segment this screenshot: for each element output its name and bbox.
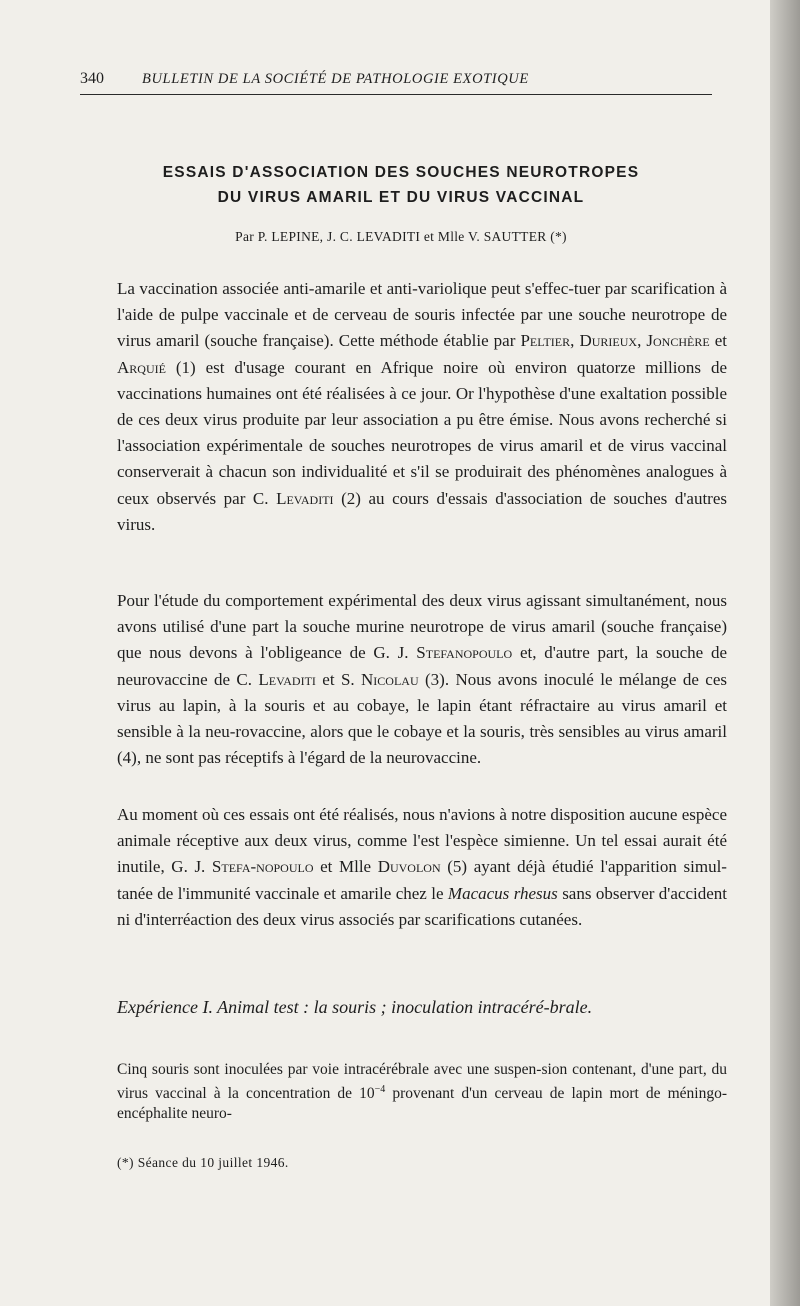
author-name-stefanopoulo: Stefa-nopoulo bbox=[211, 857, 314, 877]
paragraph-1-text-6: (2) au cours d'essais d'association de souches d'autres virus. bbox=[117, 488, 727, 534]
page-number: 340 bbox=[80, 70, 104, 87]
author-name-jonchere: Jonchère bbox=[646, 331, 710, 351]
paragraph-1 bbox=[117, 276, 727, 538]
exponent: −4 bbox=[374, 1084, 386, 1095]
author-name-durieux: Durieux bbox=[579, 331, 638, 351]
paragraph-3-text-1: Au moment où ces essais ont été réalisés, nous n'avions à notre disposition aucune espèce animale réceptive aux deux virus, comme l'est l'espèce simienne. Un tel essai aurait été inutile, G. J. bbox=[117, 805, 727, 877]
author-name-levaditi: Levaditi bbox=[258, 669, 316, 689]
author-name-peltier: Peltier bbox=[520, 331, 571, 351]
paragraph-1-text-1: La vaccination associée anti-amarile et anti-variolique peut s'effec-tuer par scarification à l'aide de pulpe vaccinale et de cerveau de souris infectée par une souche neurotrope de virus amaril (souche française). Cette méthode établie par bbox=[117, 279, 727, 351]
paragraph-3-text-3: (5) ayant déjà étudié l'apparition simul-tanée de l'immunité vaccinale et amarile chez le bbox=[117, 857, 727, 903]
paragraph-2-text-2: et, d'autre part, la souche de neurovaccine de C. bbox=[117, 643, 727, 689]
paragraph-3 bbox=[117, 802, 727, 933]
author-name-nicolau: Nicolau bbox=[361, 669, 419, 689]
species-name: Macacus rhesus bbox=[447, 883, 558, 903]
running-head bbox=[80, 70, 710, 88]
footnote: (*) Séance du 10 juillet 1946. bbox=[117, 1155, 289, 1170]
header-rule bbox=[80, 94, 712, 95]
author-name-stefanopoulo: Stefanopoulo bbox=[416, 643, 513, 663]
paragraph-2-text-4: (3). Nous avons inoculé le mélange de ces virus au lapin, à la souris et au cobaye, le lapin étant réfractaire au virus amaril et sensible à la neu-rovaccine, alors que le cobaye et la souris, très sensibles au virus amaril (4), ne sont pas réceptifs à l'égard de la neurovaccine. bbox=[117, 669, 727, 768]
author-name-arquie: Arquié bbox=[117, 357, 166, 377]
paragraph-2-text-3: et S. bbox=[315, 669, 362, 689]
paragraph-1-text-5: (1) est d'usage courant en Afrique noire où environ quatorze millions de vaccinations humaines ont été réalisées à ce jour. Or l'hypothèse d'une exaltation possible de ces deux virus produite par leur association a pu être émise. Nous avons recherché si l'association expérimentale de souches neurotropes de virus amaril et de virus vaccinal conserverait à chacun son individualité et s'il se produirait des phénomènes analogues à ceux observés par C. bbox=[117, 357, 727, 508]
article-title bbox=[96, 160, 706, 210]
running-title: BULLETIN DE LA SOCIÉTÉ DE PATHOLOGIE EXOTIQUE bbox=[142, 71, 529, 87]
page-edge-shadow bbox=[770, 0, 800, 1306]
title-line-1: ESSAIS D'ASSOCIATION DES SOUCHES NEUROTROPES bbox=[162, 164, 640, 181]
author-name-levaditi: Levaditi bbox=[276, 488, 334, 508]
section-heading: Expérience I. Animal test : la souris ; inoculation intracéré-brale. bbox=[117, 997, 593, 1017]
paragraph-4 bbox=[117, 1060, 727, 1124]
paragraph-4-text-2: provenant d'un cerveau de lapin mort de méningo-encéphalite neuro- bbox=[117, 1085, 727, 1123]
paragraph-1-text-4: et bbox=[709, 331, 728, 351]
paragraph-1-text-3: , bbox=[637, 331, 647, 351]
author-name-duvolon: Duvolon bbox=[377, 857, 441, 877]
title-line-2: DU VIRUS AMARIL ET DU VIRUS VACCINAL bbox=[217, 189, 585, 206]
paragraph-3-text-4: sans observer d'accident ni d'interréaction des deux virus associés par scarifications cutanées. bbox=[117, 883, 727, 929]
paragraph-3-text-2: et Mlle bbox=[313, 857, 378, 877]
paragraph-2 bbox=[117, 588, 727, 771]
paragraph-1-text-2: , bbox=[570, 331, 580, 351]
paragraph-4-text-1: Cinq souris sont inoculées par voie intracérébrale avec une suspen-sion contenant, d'une part, du virus vaccinal à la concentration de 10 bbox=[117, 1061, 727, 1103]
authors-line: Par P. LEPINE, J. C. LEVADITI et Mlle V. SAUTTER (*) bbox=[235, 229, 567, 244]
paragraph-2-text-1: Pour l'étude du comportement expérimental des deux virus agissant simultanément, nous avons utilisé d'une part la souche murine neurotrope de virus amaril (souche française) que nous devons à l'obligeance de G. J. bbox=[117, 591, 727, 663]
